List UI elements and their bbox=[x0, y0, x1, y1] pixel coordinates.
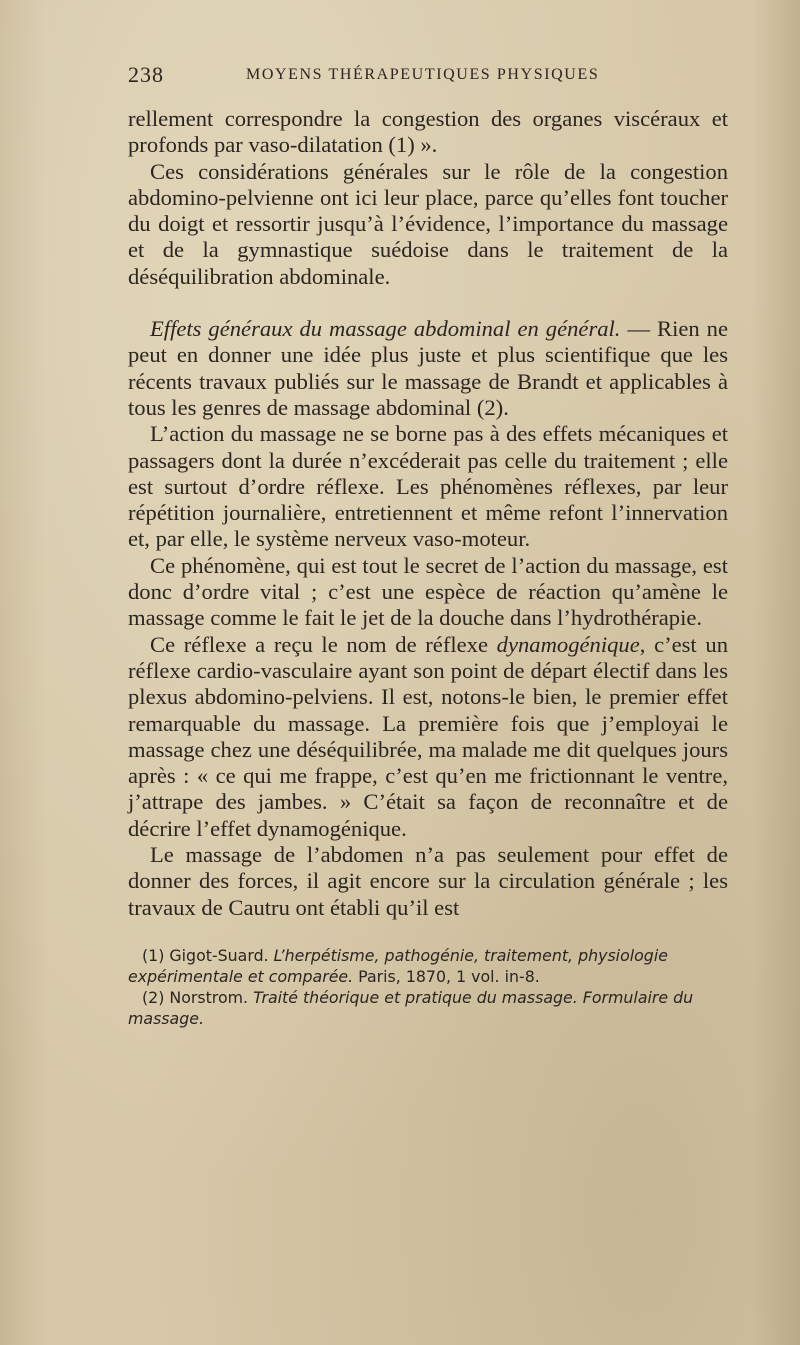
section-heading: Effets généraux du massage abdominal en général. bbox=[150, 316, 621, 342]
footnote-1-title: L’herpétisme, pathogénie, traitement, physiologie expérimentale et comparée. bbox=[128, 945, 668, 986]
body-text bbox=[128, 106, 728, 921]
footnote-2-marker: (2) bbox=[142, 987, 165, 1007]
page-number: 238 bbox=[128, 62, 164, 87]
paragraph-circulation: Le massage de l’abdomen n’a pas seulement pour effet de donner des forces, il agit encore sur la circulation générale ; les travaux de Cautru ont établi qu’il est bbox=[128, 842, 728, 920]
paragraph-continuation: rellement correspondre la congestion des organes viscéraux et profonds par vaso-dilatation (1) ». bbox=[128, 106, 728, 158]
footnote-1-rest: Paris, 1870, 1 vol. in-8. bbox=[353, 966, 540, 986]
p6-text-after: , c’est un réflexe cardio-vasculaire ayant son point de départ électif dans les plexus abdomino-pelviens. Il est, notons-le bien, le premier effet remarquable du massage. La première fois que j’employai le massage chez une déséquilibrée, ma malade me dit quelques jours après : « ce qui me frappe, c’est qu’en me frictionnant le ventre, j’attrape des jambes. » C’était sa façon de reconnaître et de décrire l’effet dynamogénique. bbox=[128, 631, 728, 841]
footnote-1-author: Gigot-Suard. bbox=[164, 945, 274, 965]
paragraph-congestion: Ces considérations générales sur le rôle de la congestion abdomino-pelvienne ont ici leur place, parce qu’elles font toucher du doigt et ressortir jusqu’à l’évidence, l’importance du massage et de la gymnastique suédoise dans le traitement de la déséquilibration abdominale. bbox=[128, 158, 728, 289]
footnotes bbox=[128, 945, 728, 1029]
running-title: MOYENS THÉRAPEUTIQUES PHYSIQUES bbox=[246, 66, 600, 83]
term-dynamogenique: dynamogénique bbox=[496, 631, 640, 657]
footnote-1-marker: (1) bbox=[142, 945, 165, 965]
footnote-2-author: Norstrom. bbox=[164, 987, 254, 1007]
p6-text-before: Ce réflexe a reçu le nom de réflexe bbox=[150, 631, 497, 657]
section-heading-text: — Rien ne peut en donner une idée plus juste et plus scientifique que les récents travaux publiés sur le massage de Brandt et applicables à tous les genres de massage abdominal (2). bbox=[128, 316, 728, 420]
footnote-1 bbox=[128, 945, 728, 987]
paragraph-section-effets bbox=[128, 316, 728, 421]
footnote-2-title: Traité théorique et pratique du massage. Formulaire du massage. bbox=[128, 987, 694, 1028]
paragraph-reflexe-dynamogenique bbox=[128, 632, 728, 842]
running-head bbox=[128, 62, 728, 96]
paragraph-action-reflexe: L’action du massage ne se borne pas à des effets mécaniques et passagers dont la durée n’excéderait pas celle du traitement ; elle est surtout d’ordre réflexe. Les phénomènes réflexes, par leur répétition journalière, entretiennent et même refont l’innervation et, par elle, le système nerveux vaso-moteur. bbox=[128, 421, 728, 552]
footnote-2 bbox=[128, 987, 728, 1029]
book-page bbox=[128, 62, 728, 1029]
paragraph-phenomene-vital: Ce phénomène, qui est tout le secret de l’action du massage, est donc d’ordre vital ; c’est une espèce de réaction qu’amène le massage comme le fait le jet de la douche dans l’hydrothérapie. bbox=[128, 552, 728, 631]
